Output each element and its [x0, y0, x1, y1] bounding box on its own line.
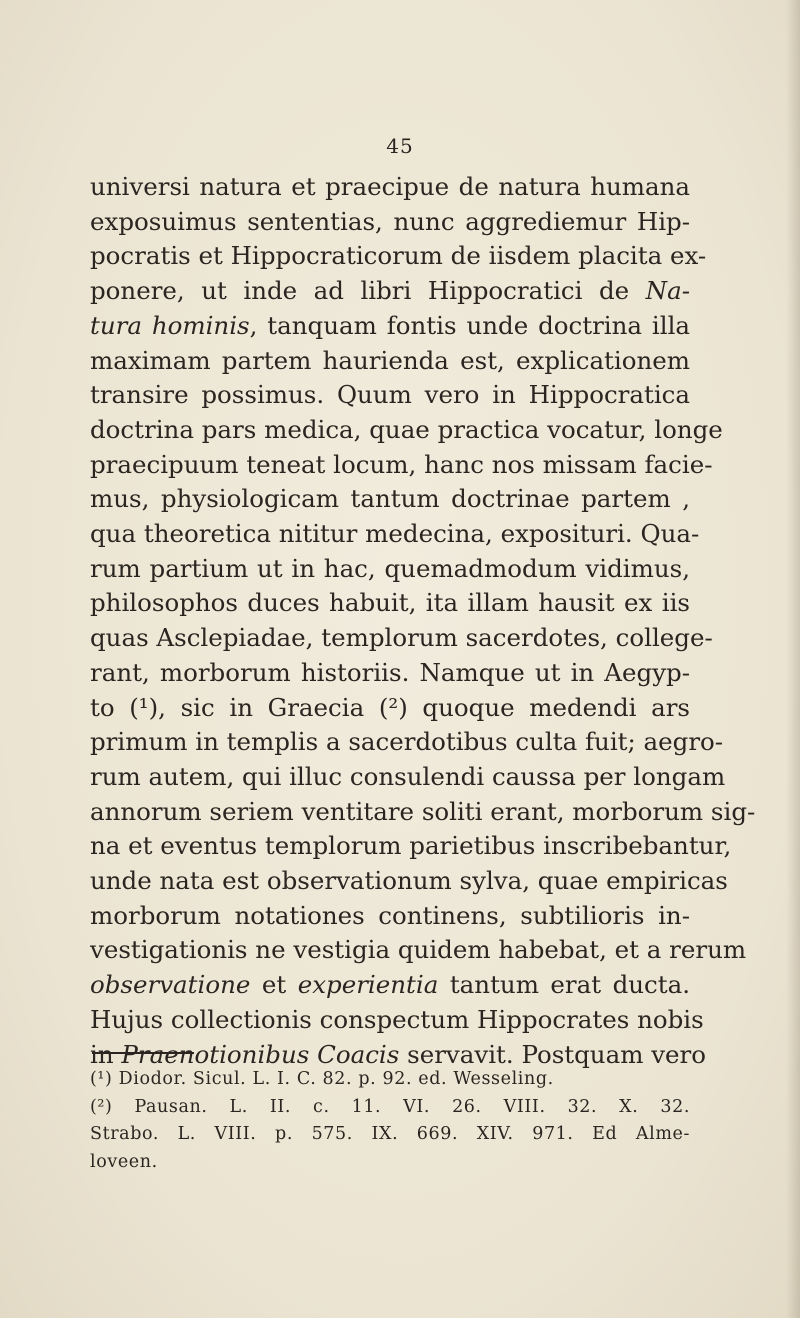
italic-text: experientia — [297, 970, 439, 1000]
text-line — [90, 205, 690, 240]
text-line — [90, 968, 690, 1003]
footnote-line: (¹) Diodor. Sicul. L. I. C. 82. p. 92. ed. Wesseling. — [90, 1069, 554, 1089]
body-text — [90, 170, 756, 1072]
text-line — [90, 899, 690, 934]
text-segment: philosophos duces habuit, ita illam hausit ex iis — [90, 588, 690, 618]
text-segment: unde nata est observationum sylva, quae empiricas — [90, 866, 728, 896]
text-line — [90, 274, 690, 309]
text-line — [90, 691, 690, 726]
text-segment: praecipuum teneat locum, hanc nos missam facie- — [90, 449, 713, 479]
italic-text: Praenotionibus Coacis — [121, 1039, 400, 1069]
text-line — [90, 829, 732, 864]
text-segment: et — [250, 970, 298, 1000]
italic-text: tura hominis — [90, 310, 250, 340]
footnote-line: Strabo. L. VIII. p. 575. IX. 669. XIV. 971. Ed Alme- — [90, 1124, 690, 1144]
text-segment: rum partium ut in hac, quemadmodum vidimus, — [90, 553, 690, 583]
text-segment: servavit. Postquam vero — [399, 1039, 707, 1069]
text-segment: rum autem, qui illuc consulendi caussa per longam — [90, 761, 726, 791]
text-segment: ponere, ut inde ad libri Hippocratici de — [90, 276, 646, 306]
text-segment: maximam partem haurienda est, explicationem — [90, 345, 690, 375]
text-segment: tantum erat ducta. — [438, 970, 691, 1000]
text-line — [90, 586, 690, 621]
text-line — [90, 413, 723, 448]
text-line — [90, 760, 726, 795]
text-segment: rant, morborum historiis. Namque ut in Aegyp- — [90, 657, 690, 687]
italic-text: Na- — [645, 276, 690, 306]
text-segment: universi natura et praecipue de natura humana — [90, 172, 690, 201]
text-segment: Hujus collectionis conspectum Hippocrates nobis — [90, 1004, 704, 1034]
text-line — [90, 378, 690, 413]
text-segment: na et eventus templorum parietibus inscribebantur, — [90, 831, 732, 861]
footnote-line: loveen. — [90, 1151, 158, 1172]
text-line — [90, 1003, 704, 1038]
text-segment: to (¹), sic in Graecia (²) quoque medendi ars — [90, 692, 690, 722]
text-segment: quas Asclepiadae, templorum sacerdotes, college- — [90, 623, 713, 653]
text-line — [90, 448, 713, 483]
footnote-rule — [92, 1052, 194, 1054]
text-line — [90, 552, 690, 587]
page-edge-shadow — [786, 0, 800, 1318]
text-line — [90, 795, 756, 830]
text-line — [90, 621, 713, 656]
text-line — [90, 517, 700, 552]
text-segment: transire possimus. Quum vero in Hippocratica — [90, 380, 690, 410]
text-line — [90, 239, 707, 274]
text-segment: , tanquam fontis unde doctrina illa — [249, 310, 691, 340]
italic-text: observatione — [90, 970, 251, 1000]
text-line — [90, 309, 690, 344]
text-line — [90, 725, 724, 760]
text-segment: in — [90, 1039, 122, 1069]
footnote-line: (²) Pausan. L. II. c. 11. VI. 26. VIII. 32. X. 32. — [90, 1096, 690, 1117]
text-line — [90, 482, 690, 517]
text-line — [90, 933, 747, 968]
footnotes — [90, 1066, 690, 1176]
text-segment: primum in templis a sacerdotibus culta fuit; aegro- — [90, 727, 724, 757]
text-segment: pocratis et Hippocraticorum de iisdem placita ex- — [90, 241, 707, 271]
text-segment: doctrina pars medica, quae practica vocatur, longe — [90, 414, 723, 444]
text-segment: annorum seriem ventitare soliti erant, morborum sig- — [90, 796, 756, 826]
text-line — [90, 170, 690, 205]
text-segment: exposuimus sententias, nunc aggrediemur Hip- — [90, 206, 690, 236]
text-segment: mus, physiologicam tantum doctrinae partem , — [90, 484, 690, 514]
text-segment: vestigationis ne vestigia quidem habebat, et a rerum — [90, 935, 747, 965]
text-line — [90, 864, 728, 899]
text-segment: qua theoretica nititur medecina, exposituri. Qua- — [90, 519, 700, 549]
text-line — [90, 344, 690, 379]
page-number: 45 — [386, 134, 414, 158]
text-line — [90, 656, 690, 691]
text-segment: morborum notationes continens, subtilioris in- — [90, 900, 690, 930]
